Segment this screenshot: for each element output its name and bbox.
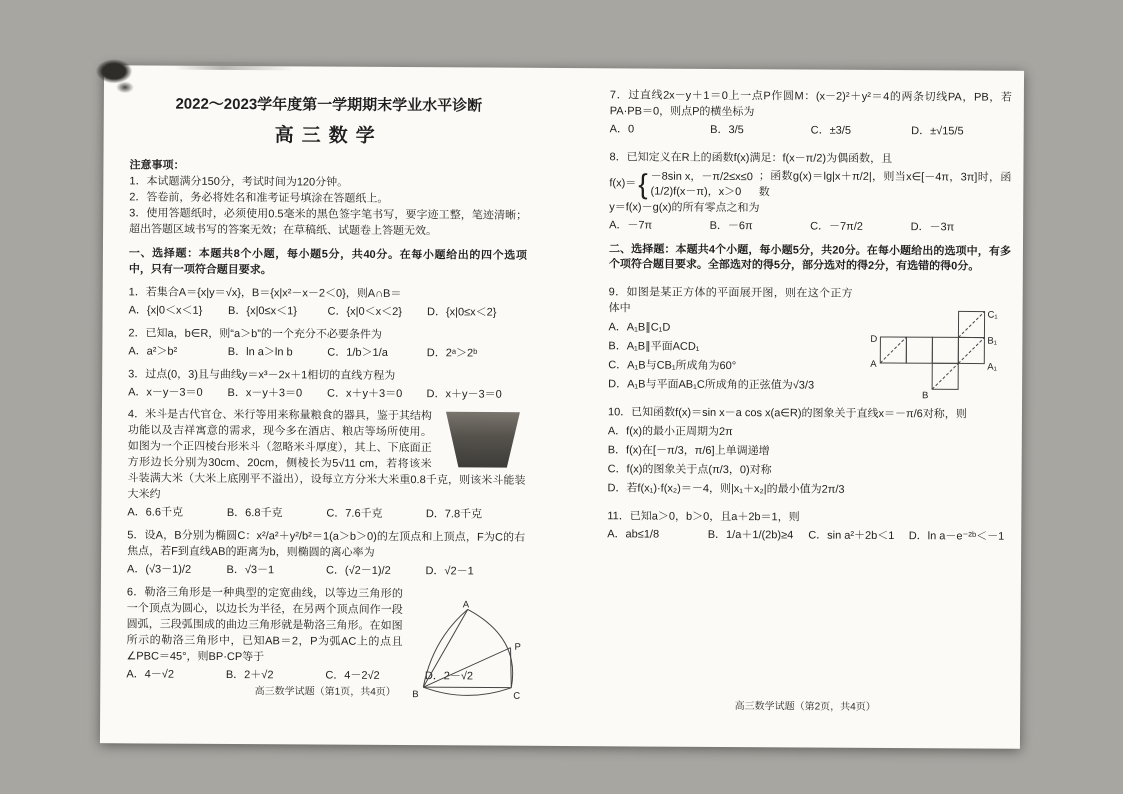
arc-ca bbox=[467, 609, 513, 687]
question-9-stem: 9．如图是某正方体的平面展开图，则在这个正方体中 bbox=[608, 286, 853, 315]
question-7-stem: 7．过直线2x－y＋1＝0上一点P作圆M：(x－2)²＋y²＝4的两条切线PA，PB，若PA·PB＝0，则点P的横坐标为 bbox=[609, 89, 1012, 119]
label-b: B bbox=[922, 390, 929, 401]
label-p: P bbox=[514, 641, 521, 653]
label-b1: B₁ bbox=[987, 335, 997, 348]
question-8-stem-3: y＝f(x)－g(x)的所有零点之和为 bbox=[609, 200, 760, 214]
question-2-options bbox=[128, 344, 526, 362]
question-1-option-c: C．{x|0＜x＜2} bbox=[327, 305, 403, 318]
question-3-option-d: D．x＋y－3＝0 bbox=[426, 387, 502, 401]
question-5-option-c: C．(√2－1)/2 bbox=[325, 564, 391, 577]
question-4-options bbox=[127, 505, 525, 523]
question-10-stem: 10．已知函数f(x)＝sin x－a cos x(a∈R)的图象关于直线x＝－π/6对称，则 bbox=[607, 406, 967, 421]
label-d: D bbox=[870, 334, 878, 346]
question-2-option-a: A．a²＞b² bbox=[128, 345, 178, 358]
question-11-option-a: A．ab≤1/8 bbox=[607, 527, 660, 541]
net-square bbox=[932, 338, 958, 364]
question-6-option-c: C．4－2√2 bbox=[325, 669, 380, 682]
question-2-stem: 2．已知a，b∈R，则“a＞b”的一个充分不必要条件为 bbox=[128, 327, 382, 341]
question-7-option-a: A．0 bbox=[609, 123, 635, 136]
question-3-option-a: A．x－y－3＝0 bbox=[128, 385, 203, 399]
question-5-option-d: D．√2－1 bbox=[425, 565, 474, 578]
question-9 bbox=[608, 286, 1011, 401]
question-11-stem: 11．已知a＞0，b＞0，且a＋2b＝1，则 bbox=[607, 509, 800, 524]
question-2-option-c: C．1/b＞1/a bbox=[327, 346, 388, 359]
question-7-option-c: C．±3/5 bbox=[810, 124, 852, 137]
question-8-options bbox=[609, 218, 1011, 236]
page-2-footer: 高三数学试题（第2页，共4页） bbox=[734, 701, 876, 713]
q8-brace: { bbox=[638, 168, 648, 200]
question-1-option-b: B．{x|0≤x＜1} bbox=[228, 304, 297, 318]
question-10-option-b: B．f(x)在[－π/3，π/6]上单调递增 bbox=[607, 444, 770, 458]
question-3-options bbox=[128, 385, 526, 403]
segment-ba bbox=[423, 609, 467, 687]
label-a: A bbox=[870, 359, 877, 371]
question-5-option-b: B．√3－1 bbox=[226, 563, 275, 577]
question-11-option-b: B．1/a＋1/(2b)≥4 bbox=[707, 528, 794, 542]
scan-smudge bbox=[96, 59, 132, 83]
segment-pc bbox=[510, 648, 511, 688]
rice-bucket-photo bbox=[440, 412, 526, 469]
question-11 bbox=[607, 509, 1009, 545]
question-2-option-b: B．ln a＞ln b bbox=[227, 345, 293, 359]
net-diagonal bbox=[958, 312, 984, 338]
net-diagonal bbox=[932, 364, 958, 390]
question-5-stem: 5．设A，B分别为椭圆C：x²/a²＋y²/b²＝1(a＞b＞0)的左顶点和上顶点，F为C的右焦点，若F到直线AB的距离为b，则椭圆的离心率为 bbox=[127, 529, 526, 559]
net-square bbox=[906, 337, 932, 363]
question-10-option-a: A．f(x)的最小正周期为2π bbox=[607, 425, 733, 438]
question-9-option-b: B．A₁B∥平面ACD₁ bbox=[608, 340, 700, 354]
question-11-option-c: C．sin a²＋2b＜1 bbox=[808, 529, 895, 542]
question-9-option-a: A．A₁B∥C₁D bbox=[608, 321, 671, 334]
segment-bp bbox=[423, 647, 510, 688]
question-1 bbox=[129, 285, 527, 321]
q8-pieces bbox=[651, 169, 753, 199]
question-4-option-b: B．6.8千克 bbox=[226, 507, 283, 520]
question-5-option-a: A．(√3－1)/2 bbox=[126, 563, 192, 576]
q9-figure bbox=[860, 297, 1011, 406]
q4-figure bbox=[440, 412, 526, 469]
page-1-footer: 高三数学试题（第1页，共4页） bbox=[254, 686, 396, 698]
question-9-option-d: D．A₁B与平面AB₁C所成角的正弦值为√3/3 bbox=[608, 378, 815, 392]
label-b: B bbox=[412, 688, 419, 700]
label-a: A bbox=[462, 599, 470, 611]
question-8-option-a: A．－7π bbox=[609, 218, 653, 232]
question-8-option-c: C．－7π/2 bbox=[810, 220, 863, 233]
question-8 bbox=[609, 150, 1012, 236]
q8-piecewise-definition bbox=[609, 168, 1011, 202]
q8-piece-2: (1/2)f(x－π)，x＞0 bbox=[650, 185, 742, 198]
notice-item-3: 3．使用答题纸时，必须使用0.5毫米的黑色签字笔书写，要字迹工整，笔迹清晰；超出答题区域书写的答案无效；在草稿纸、试题卷上答题无效。 bbox=[129, 207, 528, 238]
question-2-option-d: D．2ᵃ＞2ᵇ bbox=[426, 346, 478, 360]
question-5-options bbox=[127, 562, 525, 580]
question-9-option-c: C．A₁B与CB₁所成角为60° bbox=[608, 359, 737, 373]
question-1-option-d: D．{x|0≤x＜2} bbox=[427, 305, 497, 319]
question-8-stem-2: ；函数g(x)＝lg|x＋π/2|，则当x∈[－4π，3π]时，函数 bbox=[758, 169, 1012, 198]
question-1-stem: 1．若集合A＝{x|y＝√x}，B＝{x|x²－x－2＜0}，则A∩B＝ bbox=[128, 286, 402, 300]
notice-item-2: 2．答卷前，务必将姓名和准考证号填涂在答题纸上。 bbox=[129, 191, 389, 206]
notice-heading: 注意事项： bbox=[129, 159, 185, 172]
question-10-option-c: C．f(x)的图象关于点(π/3，0)对称 bbox=[607, 463, 772, 477]
question-4-option-c: C．7.6千克 bbox=[326, 507, 383, 521]
question-6-option-b: B．2＋√2 bbox=[225, 668, 274, 681]
question-11-option-d: D．ln a－e⁻²ᵇ＜－1 bbox=[908, 529, 1005, 543]
question-5 bbox=[127, 528, 525, 580]
question-2 bbox=[128, 326, 526, 362]
notice-item-1: 1．本试题满分150分，考试时间为120分钟。 bbox=[129, 175, 349, 189]
question-6-option-a: A．4－√2 bbox=[126, 667, 175, 681]
question-10 bbox=[607, 405, 1010, 499]
label-c: C bbox=[513, 690, 521, 702]
question-3-option-c: C．x＋y＋3＝0 bbox=[327, 387, 403, 400]
section-2-title: 二、选择题：本题共4个小题，每小题5分，共20分。在每小题给出的选项中，有多个项符合题目要求。全部选对的得5分，部分选对的得2分，有选错的得0分。 bbox=[608, 242, 1011, 273]
question-10-option-d: D．若f(x₁)·f(x₂)＝－4，则|x₁＋x₂|的最小值为2π/3 bbox=[607, 482, 845, 496]
question-8-option-b: B．－6π bbox=[709, 219, 753, 232]
question-7-option-b: B．3/5 bbox=[710, 123, 744, 136]
exam-subject: 高三数学 bbox=[274, 124, 383, 147]
q8-fx-label: f(x)＝ bbox=[609, 177, 637, 190]
question-3-stem: 3．过点(0，3)且与曲线y＝x³－2x＋1相切的直线方程为 bbox=[128, 367, 396, 382]
question-8-stem-1: 8．已知定义在R上的函数f(x)满足：f(x－π/2)为偶函数，且 bbox=[609, 151, 893, 165]
question-3-option-b: B．x－y＋3＝0 bbox=[227, 386, 303, 399]
question-8-option-d: D．－3π bbox=[910, 220, 955, 233]
question-6-option-d: D．2－√2 bbox=[424, 669, 474, 683]
question-7-options bbox=[610, 122, 1012, 140]
question-7-option-d: D．±√15/5 bbox=[911, 125, 964, 138]
notice-block bbox=[129, 159, 527, 241]
question-11-options bbox=[607, 527, 1009, 545]
question-4 bbox=[127, 408, 526, 524]
cube-net-figure bbox=[860, 297, 1011, 400]
question-4-option-a: A．6.6千克 bbox=[127, 506, 184, 519]
scan-streak bbox=[174, 62, 294, 71]
q8-piece-1: －8sin x，－π/2≤x≤0 bbox=[650, 170, 753, 184]
question-4-option-d: D．7.8千克 bbox=[425, 508, 483, 521]
net-diagonal bbox=[958, 338, 984, 364]
scan-smudge bbox=[116, 81, 134, 93]
section-1-title: 一、选择题：本题共8个小题，每小题5分，共40分。在每小题给出的四个选项中，只有一项符合题目要求。 bbox=[128, 247, 527, 277]
label-a1: A₁ bbox=[987, 361, 997, 374]
question-4-stem: 4．米斗是古代官仓、米行等用来称量粮食的器具，鉴于其结构功能以及吉祥寓意的需求，现今多在酒店、粮店等场所使用。如图为一个正四棱台形米斗（忽略米斗厚度），其上、下底面正方形边长分别为30cm、20cm，侧棱长为5√11 cm，若将该米斗装满大米（大米上底刚平不溢出），设每立方分米大米重0.8千克，则该米斗能装大米约 bbox=[127, 408, 526, 501]
net-diagonal bbox=[880, 337, 906, 363]
label-c1: C₁ bbox=[987, 309, 998, 322]
question-6-stem: 6．勒洛三角形是一种典型的定宽曲线，以等边三角形的一个顶点为圆心，以边长为半径，在另两个顶点间作一段圆弧，三段弧围成的曲边三角形就是勒洛三角形。在如图所示的勒洛三角形中，已知AB＝2，P为弧AC上的点且∠PBC＝45°，则BP·CP等于 bbox=[126, 586, 403, 663]
exam-title: 2022～2023学年度第一学期期末学业水平诊断 bbox=[175, 95, 483, 115]
exam-paper-scan bbox=[100, 65, 1024, 749]
question-1-options bbox=[129, 303, 527, 321]
question-10-options bbox=[607, 424, 1009, 499]
page-2 bbox=[607, 88, 1012, 545]
question-3 bbox=[128, 367, 526, 403]
question-1-option-a: A．{x|0＜x＜1} bbox=[128, 304, 203, 317]
question-7 bbox=[610, 88, 1012, 140]
